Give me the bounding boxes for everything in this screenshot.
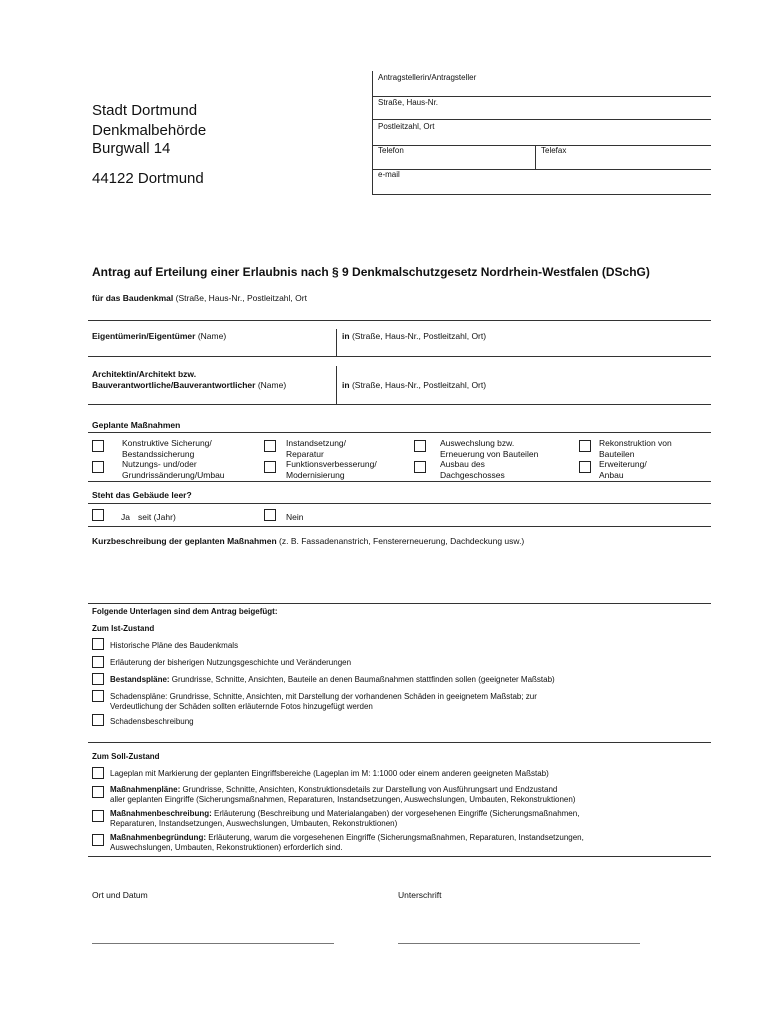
vacant-no-checkbox[interactable] bbox=[264, 509, 276, 521]
measure-label-5 bbox=[122, 459, 225, 480]
ist-checkbox-1[interactable] bbox=[92, 638, 104, 650]
divider bbox=[88, 526, 711, 527]
owner-in-hint: (Straße, Haus-Nr., Postleitzahl, Ort) bbox=[351, 331, 487, 341]
text: Konstruktive Sicherung/ bbox=[122, 438, 212, 448]
soll-checkbox-1[interactable] bbox=[92, 767, 104, 779]
divider bbox=[372, 96, 711, 97]
owner-hint: (Name) bbox=[197, 331, 227, 341]
street-field[interactable]: Straße, Haus-Nr. bbox=[378, 98, 439, 107]
ist-title: Zum Ist-Zustand bbox=[92, 624, 155, 633]
measure-label-3 bbox=[440, 438, 538, 459]
ist-checkbox-5[interactable] bbox=[92, 714, 104, 726]
soll-item-1 bbox=[110, 769, 549, 779]
architect-in-hint: (Straße, Haus-Nr., Postleitzahl, Ort) bbox=[351, 380, 487, 390]
text: Schadensbeschreibung bbox=[110, 717, 194, 726]
text: Maßnahmenbeschreibung: bbox=[110, 809, 212, 818]
text: Grundrissänderung/Umbau bbox=[122, 469, 225, 480]
owner-in-label: in bbox=[342, 331, 350, 341]
text: Verdeutlichung der Schäden sollten erläuternde Fotos hinzugefügt werden bbox=[110, 702, 373, 711]
text: Erweiterung/ bbox=[599, 459, 647, 469]
description-label: Kurzbeschreibung der geplanten Maßnahmen bbox=[92, 536, 277, 546]
place-date-line[interactable] bbox=[92, 943, 334, 944]
ist-item-2 bbox=[110, 658, 351, 668]
description-hint: (z. B. Fassadenanstrich, Fenstererneuerung, Dachdeckung usw.) bbox=[279, 536, 525, 546]
text: Ausbau des bbox=[440, 459, 485, 469]
monument-hint: (Straße, Haus-Nr., Postleitzahl, Ort bbox=[175, 293, 307, 303]
divider bbox=[336, 366, 337, 404]
vacant-since-field[interactable]: seit (Jahr) bbox=[138, 512, 176, 522]
monument-label: für das Baudenkmal bbox=[92, 293, 174, 303]
measure-label-1 bbox=[122, 438, 212, 459]
divider bbox=[88, 742, 711, 743]
divider bbox=[88, 856, 711, 857]
divider bbox=[88, 481, 711, 482]
divider bbox=[88, 320, 711, 321]
postal-field[interactable]: Postleitzahl, Ort bbox=[378, 122, 435, 131]
recipient-line-4: 44122 Dortmund bbox=[92, 170, 204, 187]
divider bbox=[372, 194, 711, 195]
architect-hint: (Name) bbox=[257, 380, 287, 390]
text: Erläuterung (Beschreibung und Materialangaben) der vorgesehenen Eingriffe (Sicherungsmaßnahmen, bbox=[211, 809, 580, 818]
measure-checkbox-6[interactable] bbox=[264, 461, 276, 473]
signature-label: Unterschrift bbox=[398, 890, 442, 900]
vacant-yes-label: Ja bbox=[121, 512, 130, 522]
recipient-line-3: Burgwall 14 bbox=[92, 140, 171, 157]
phone-field[interactable]: Telefon bbox=[378, 146, 404, 155]
ist-checkbox-3[interactable] bbox=[92, 673, 104, 685]
soll-item-4 bbox=[110, 833, 584, 853]
text: Funktionsverbesserung/ bbox=[286, 459, 377, 469]
divider bbox=[88, 404, 711, 405]
recipient-line-2: Denkmalbehörde bbox=[92, 122, 207, 139]
measure-checkbox-2[interactable] bbox=[264, 440, 276, 452]
text: Erläuterung der bisherigen Nutzungsgeschichte und Veränderungen bbox=[110, 658, 352, 667]
measure-checkbox-8[interactable] bbox=[579, 461, 591, 473]
text: Lageplan mit Markierung der geplanten Eingriffsbereiche (Lageplan im M: 1:1000 oder einem anderen geeigneten Maßstab) bbox=[110, 769, 549, 778]
vacant-no-label: Nein bbox=[286, 512, 304, 522]
architect-address-field[interactable] bbox=[342, 380, 486, 391]
architect-name-field[interactable] bbox=[92, 369, 286, 391]
signature-line[interactable] bbox=[398, 943, 640, 944]
text: Historische Pläne des Baudenkmals bbox=[110, 641, 239, 650]
divider bbox=[336, 329, 337, 356]
soll-item-2 bbox=[110, 785, 575, 805]
architect-label-1: Architektin/Architekt bzw. bbox=[92, 369, 197, 379]
recipient-line-1: Stadt Dortmund bbox=[92, 102, 198, 119]
soll-checkbox-4[interactable] bbox=[92, 834, 104, 846]
applicant-box-left-border bbox=[372, 71, 373, 195]
owner-label: Eigentümerin/Eigentümer bbox=[92, 331, 196, 341]
email-field[interactable]: e-mail bbox=[378, 170, 400, 179]
text: Auswechslung bzw. bbox=[440, 438, 515, 448]
owner-address-field[interactable] bbox=[342, 331, 486, 342]
measures-title: Geplante Maßnahmen bbox=[92, 420, 181, 430]
divider bbox=[88, 503, 711, 504]
description-field[interactable] bbox=[92, 536, 524, 547]
documents-title: Folgende Unterlagen sind dem Antrag beigefügt: bbox=[92, 607, 278, 616]
divider bbox=[88, 356, 711, 357]
text: Dachgeschosses bbox=[440, 469, 505, 480]
text: Reparatur bbox=[286, 448, 324, 459]
architect-in-label: in bbox=[342, 380, 350, 390]
text: Grundrisse, Schnitte, Ansichten, Bauteile an denen Baumaßnahmen stattfinden sollen (geeigneter Maßstab) bbox=[169, 675, 555, 684]
soll-title: Zum Soll-Zustand bbox=[92, 752, 160, 761]
divider bbox=[535, 145, 536, 169]
text: Maßnahmenpläne: bbox=[110, 785, 181, 794]
soll-item-3 bbox=[110, 809, 579, 829]
text: aller geplanten Eingriffe (Sicherungsmaßnahmen, Reparaturen, Instandsetzungen, Auswechslungen, Umbauten, Rekonstruktionen) bbox=[110, 795, 576, 804]
ist-checkbox-2[interactable] bbox=[92, 656, 104, 668]
text: Instandsetzung/ bbox=[286, 438, 347, 448]
text: Bestandssicherung bbox=[122, 448, 195, 459]
text: Grundrisse, Schnitte, Ansichten, Konstruktionsdetails zur Darstellung von Ausführungsart und Endzustand bbox=[180, 785, 558, 794]
divider bbox=[372, 169, 711, 170]
measure-checkbox-1[interactable] bbox=[92, 440, 104, 452]
soll-checkbox-2[interactable] bbox=[92, 786, 104, 798]
text: Reparaturen, Instandsetzungen, Auswechslungen, Umbauten, Rekonstruktionen) bbox=[110, 819, 398, 828]
measure-label-4 bbox=[599, 438, 672, 459]
divider bbox=[88, 603, 711, 604]
measure-checkbox-4[interactable] bbox=[579, 440, 591, 452]
text: Erläuterung, warum die vorgesehenen Eingriffe (Sicherungsmaßnahmen, Reparaturen, Instandsetzungen, bbox=[206, 833, 584, 842]
text: Maßnahmenbegründung: bbox=[110, 833, 206, 842]
divider bbox=[372, 119, 711, 120]
divider bbox=[88, 432, 711, 433]
monument-row[interactable] bbox=[92, 293, 307, 304]
form-title: Antrag auf Erteilung einer Erlaubnis nach § 9 Denkmalschutzgesetz Nordrhein-Westfalen (DSchG) bbox=[92, 265, 650, 279]
text: Bestandspläne: bbox=[110, 675, 170, 684]
soll-checkbox-3[interactable] bbox=[92, 810, 104, 822]
text: Anbau bbox=[599, 469, 624, 480]
measure-checkbox-7[interactable] bbox=[414, 461, 426, 473]
architect-label-2: Bauverantwortliche/Bauverantwortlicher bbox=[92, 380, 256, 390]
applicant-header: Antragstellerin/Antragsteller bbox=[378, 73, 477, 82]
measure-label-8 bbox=[599, 459, 647, 480]
ist-item-5 bbox=[110, 717, 194, 727]
vacant-yes-checkbox[interactable] bbox=[92, 509, 104, 521]
ist-checkbox-4[interactable] bbox=[92, 690, 104, 702]
text: Auswechslungen, Umbauten, Rekonstruktionen) erforderlich sind. bbox=[110, 843, 343, 852]
vacant-question: Steht das Gebäude leer? bbox=[92, 490, 192, 500]
text: Rekonstruktion von bbox=[599, 438, 672, 448]
ist-item-1 bbox=[110, 641, 238, 651]
measure-label-7 bbox=[440, 459, 505, 480]
measure-checkbox-5[interactable] bbox=[92, 461, 104, 473]
text: Nutzungs- und/oder bbox=[122, 459, 197, 469]
text: Bauteilen bbox=[599, 448, 635, 459]
text: Modernisierung bbox=[286, 469, 345, 480]
measure-checkbox-3[interactable] bbox=[414, 440, 426, 452]
ist-item-3 bbox=[110, 675, 555, 685]
measure-label-6 bbox=[286, 459, 377, 480]
ist-item-4 bbox=[110, 692, 537, 712]
fax-field[interactable]: Telefax bbox=[541, 146, 567, 155]
text: Schadenspläne: Grundrisse, Schnitte, Ansichten, mit Darstellung der vorhandenen Schäden in geeignetem Maßstab; zur bbox=[110, 692, 537, 701]
place-date-label: Ort und Datum bbox=[92, 890, 148, 900]
owner-name-field[interactable] bbox=[92, 331, 226, 342]
text: Erneuerung von Bauteilen bbox=[440, 448, 539, 459]
measure-label-2 bbox=[286, 438, 346, 459]
